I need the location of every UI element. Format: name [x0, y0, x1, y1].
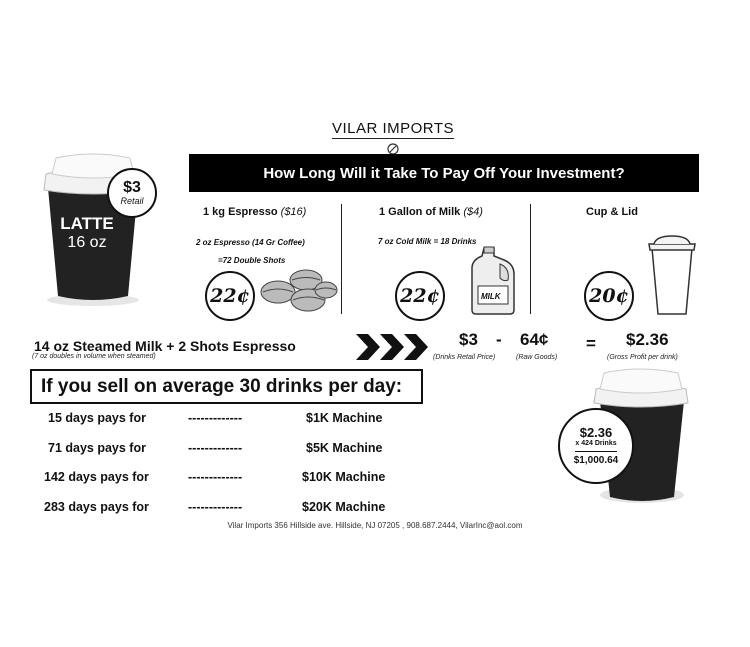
column-divider — [530, 204, 531, 314]
payoff-dashes-3: ------------- — [188, 470, 243, 484]
payoff-heading: If you sell on average 30 drinks per day: — [30, 369, 423, 404]
cup-lid-heading: Cup & Lid — [586, 206, 638, 218]
espresso-title: 1 kg Espresso — [203, 206, 278, 218]
espresso-price-note: ($16) — [280, 206, 307, 218]
payoff-machine-1: $1K Machine — [306, 411, 383, 425]
payoff-dashes-4: ------------- — [188, 500, 243, 514]
coffee-beans-icon — [258, 264, 338, 314]
payoff-machine-2: $5K Machine — [306, 441, 383, 455]
milk-jug-icon — [470, 246, 518, 316]
gross-profit-note: (Gross Profit per drink) — [607, 354, 678, 361]
espresso-cost-badge: 22¢ — [205, 271, 255, 321]
minus-sign: - — [496, 330, 502, 349]
milk-price-note: ($4) — [463, 206, 483, 218]
brand-logo — [300, 118, 486, 159]
payoff-days-3: 142 days pays for — [44, 470, 149, 484]
latte-label: LATTE — [60, 214, 114, 233]
page-title: How Long Will it Take To Pay Off Your Investment? — [189, 154, 699, 192]
raw-goods-value: 64¢ — [520, 330, 549, 349]
cup-lid-icon — [646, 232, 698, 316]
column-divider — [341, 204, 342, 314]
calc-total: $1,000.64 — [573, 455, 619, 466]
milk-jug-label: MILK — [481, 292, 501, 301]
equals-sign: = — [586, 334, 596, 353]
espresso-heading — [203, 206, 306, 218]
calc-per-drink: $2.36 — [579, 425, 613, 440]
milk-line1: 7 oz Cold Milk = 18 Drinks — [378, 237, 477, 246]
retail-note: (Drinks Retail Price) — [433, 354, 496, 361]
cup-lid-cost-badge: 20¢ — [584, 271, 634, 321]
payoff-days-4: 283 days pays for — [44, 500, 149, 514]
arrows-icon — [356, 334, 432, 360]
latte-size: 16 oz — [67, 234, 107, 251]
payoff-machine-4: $20K Machine — [302, 500, 386, 514]
footer-contact: Vilar Imports 356 Hillside ave. Hillside, NJ 07205 , 908.687.2444, VilarInc@aol.com — [227, 521, 523, 530]
calc-count: x 424 Drinks — [575, 440, 616, 452]
raw-goods-note: (Raw Goods) — [516, 354, 558, 361]
milk-title: 1 Gallon of Milk — [379, 206, 461, 218]
brand-name: VILAR IMPORTS — [331, 120, 455, 137]
gross-profit-value: $2.36 — [626, 330, 669, 349]
retail-price-badge — [107, 168, 157, 218]
retail-value: $3 — [459, 330, 478, 349]
payoff-machine-3: $10K Machine — [302, 470, 386, 484]
payoff-dashes-1: ------------- — [188, 411, 243, 425]
calc-badge — [558, 408, 634, 484]
milk-heading — [379, 206, 483, 218]
payoff-dashes-2: ------------- — [188, 441, 243, 455]
drink-recipe-note: (7 oz doubles in volume when steamed) — [32, 353, 156, 360]
retail-label: Retail — [120, 196, 144, 206]
drink-recipe: 14 oz Steamed Milk + 2 Shots Espresso — [34, 338, 296, 354]
retail-price: $3 — [123, 179, 141, 196]
espresso-line2: =72 Double Shots — [218, 256, 286, 265]
espresso-line1: 2 oz Espresso (14 Gr Coffee) — [196, 238, 305, 247]
payoff-days-1: 15 days pays for — [48, 411, 146, 425]
payoff-days-2: 71 days pays for — [48, 441, 146, 455]
milk-cost-badge: 22¢ — [395, 271, 445, 321]
